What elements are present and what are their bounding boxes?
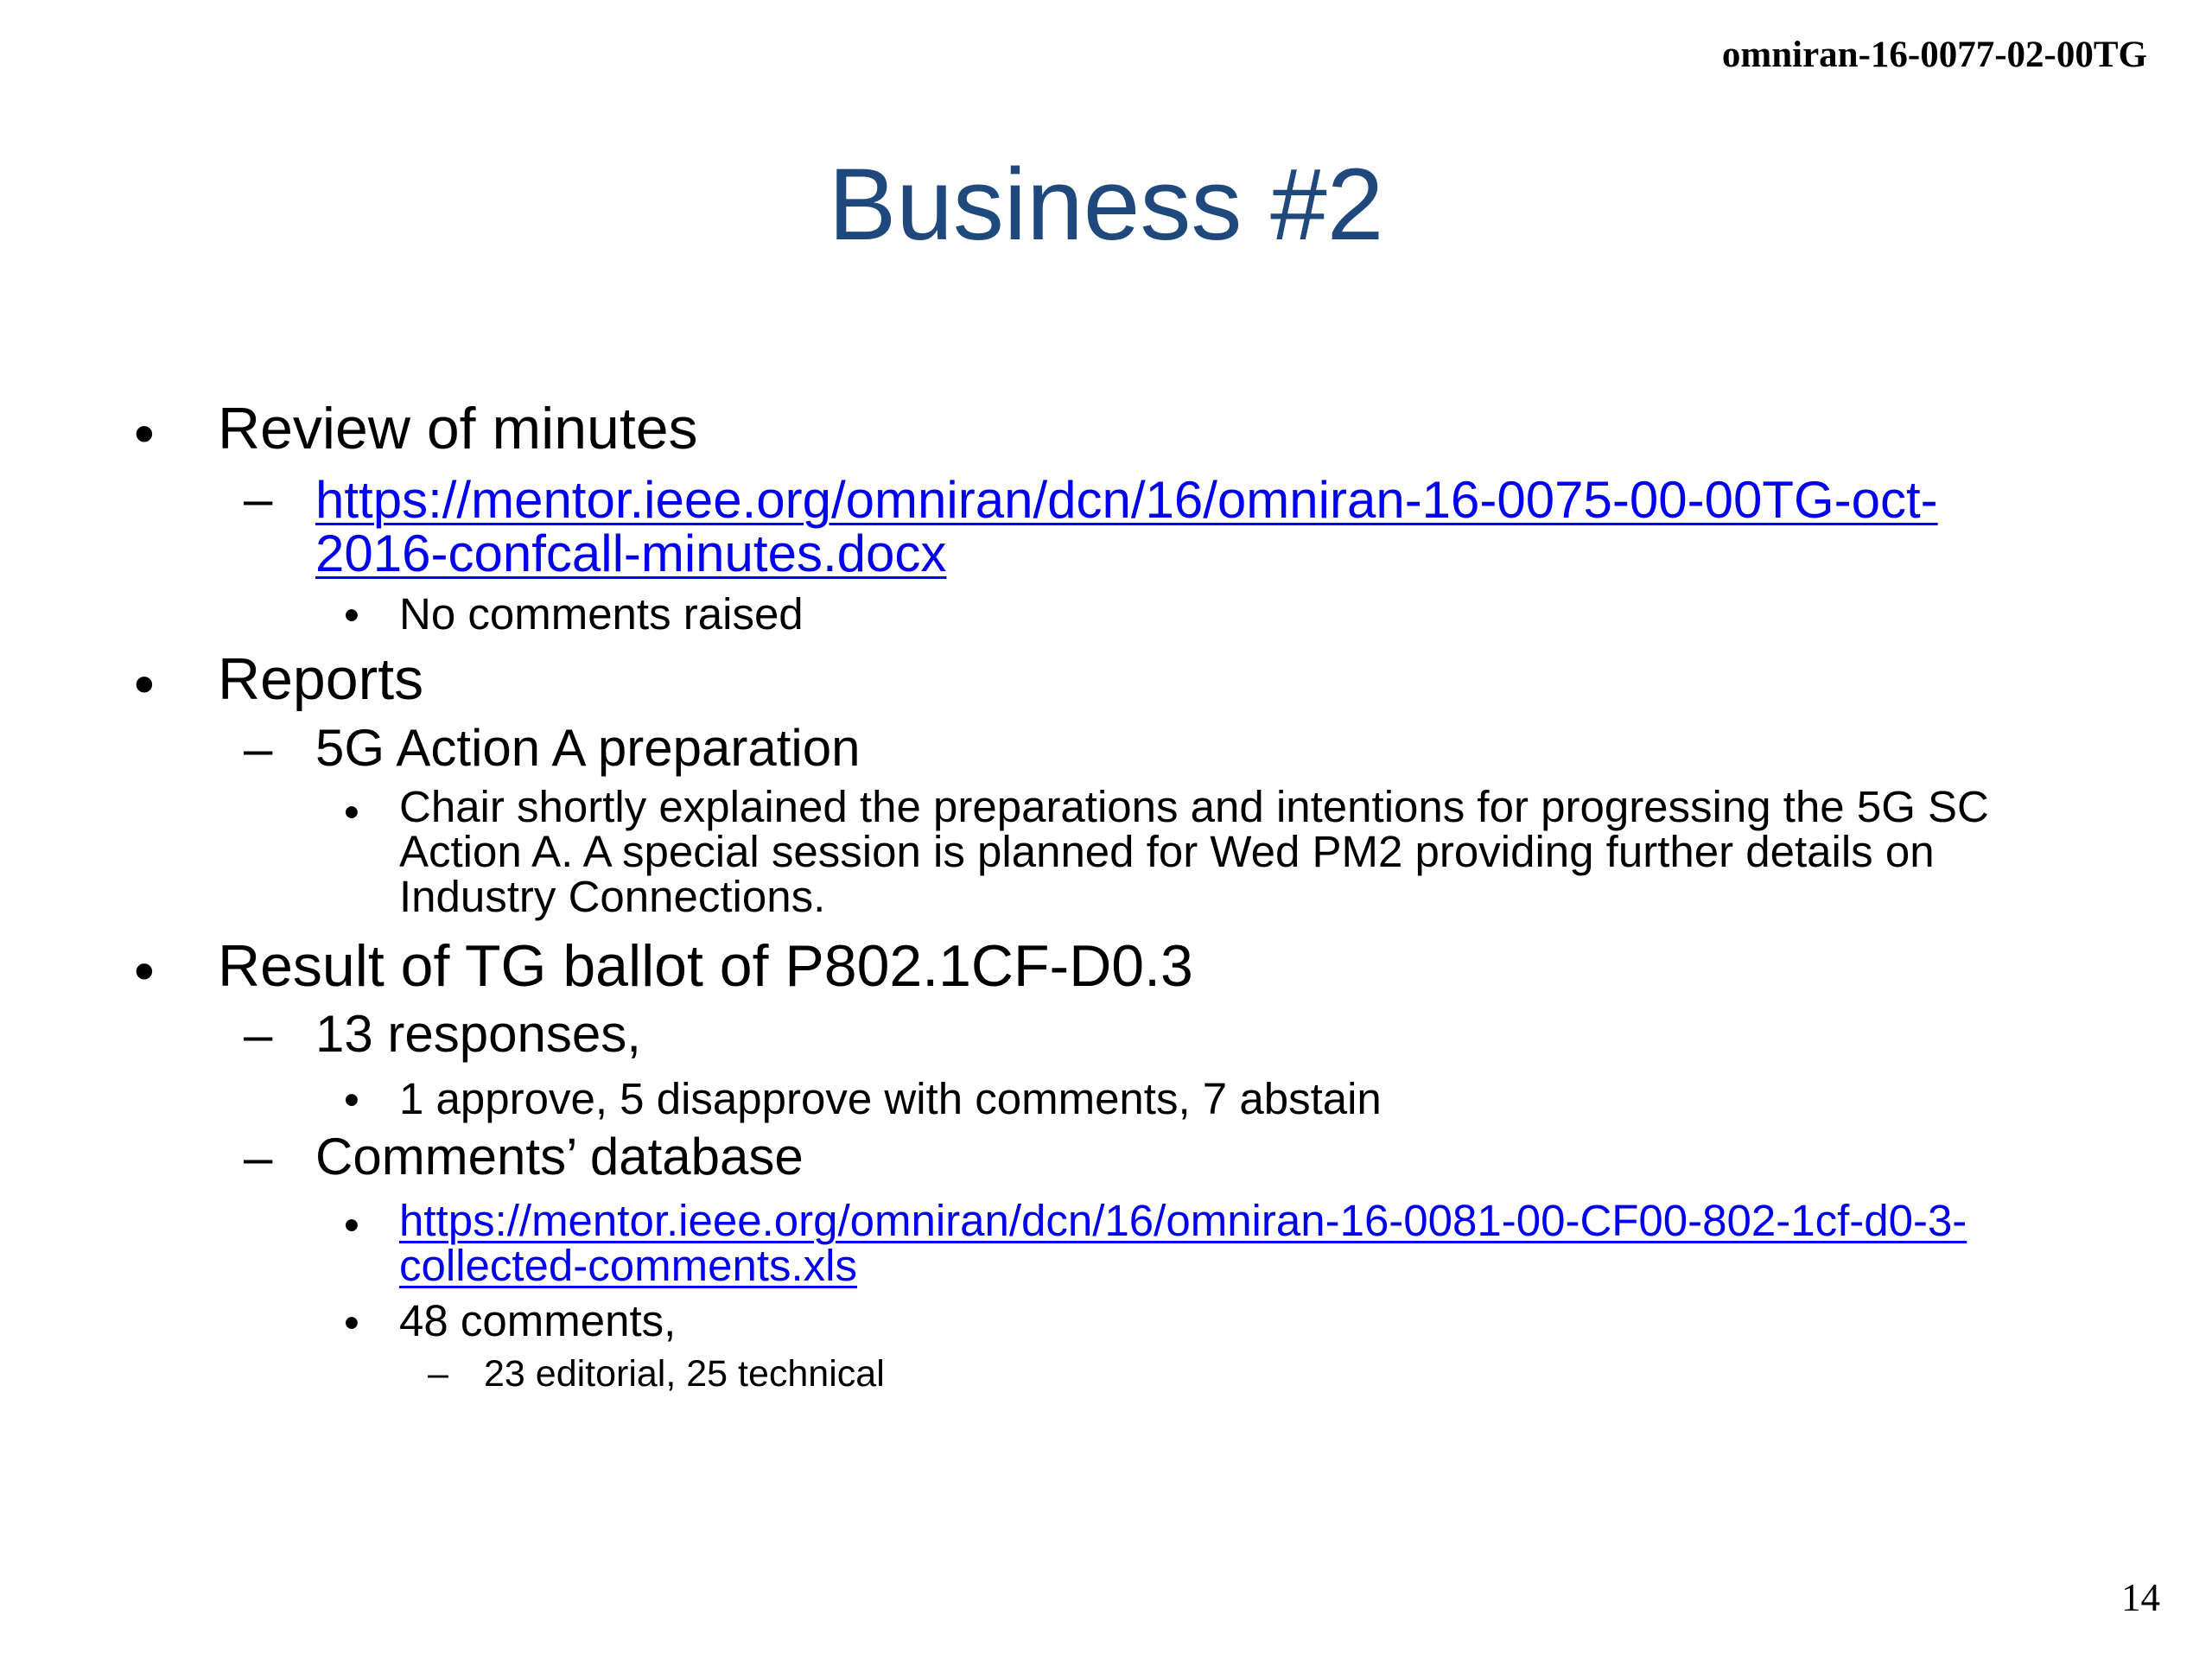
chair-explanation-line-3: Industry Connections. [399,872,826,921]
bullet-marker: • [134,652,155,717]
minutes-link[interactable] [315,471,1938,582]
document-id: omniran-16-0077-02-00TG [1721,35,2147,75]
slide-title: Business #2 [828,148,1384,262]
dash-marker: – [244,470,273,528]
comments-db-link-line-1[interactable]: https://mentor.ieee.org/omniran/dcn/16/omniran-16-0081-00-CF00-802-1cf-d0-3- [399,1196,1967,1245]
sub-comments-database: Comments’ database [315,1128,804,1185]
responses-breakdown: 1 approve, 5 disapprove with comments, 7 abstain [399,1074,1382,1123]
comments-db-link-line-2[interactable]: collected-comments.xls [399,1241,857,1290]
bullet-marker: • [344,1075,359,1124]
page-number: 14 [2121,1576,2160,1619]
dash-marker: – [244,1128,273,1186]
bullet-review-of-minutes: Review of minutes [218,396,698,461]
minutes-link-line-1[interactable]: https://mentor.ieee.org/omniran/dcn/16/omniran-16-0075-00-00TG-oct- [315,471,1938,529]
bullet-marker: • [344,1200,359,1249]
no-comments-note: No comments raised [399,589,804,639]
comments-breakdown: 23 editorial, 25 technical [484,1353,885,1395]
dash-marker: – [244,1006,273,1064]
minutes-link-line-2[interactable]: 2016-confcall-minutes.docx [315,524,947,582]
bullet-marker: • [344,590,359,639]
bullet-marker: • [134,938,155,1004]
bullet-ballot-result: Result of TG ballot of P802.1CF-D0.3 [218,933,1193,999]
sub-5g-action-a: 5G Action A preparation [315,719,861,777]
bullet-reports: Reports [218,646,424,712]
comments-db-link[interactable] [399,1198,1967,1288]
bullet-marker: • [344,1298,359,1347]
dash-marker: – [244,720,273,778]
sub-responses: 13 responses, [315,1005,641,1063]
chair-explanation-line-2: Action A. A special session is planned for Wed PM2 providing further details on [399,827,1935,876]
chair-explanation-line-1: Chair shortly explained the preparations and intentions for progressing the 5G SC [399,782,1989,831]
comments-count: 48 comments, [399,1296,677,1345]
bullet-marker: • [344,787,359,836]
dash-marker: – [428,1353,448,1395]
bullet-marker: • [134,401,155,467]
chair-explanation [399,782,1989,921]
